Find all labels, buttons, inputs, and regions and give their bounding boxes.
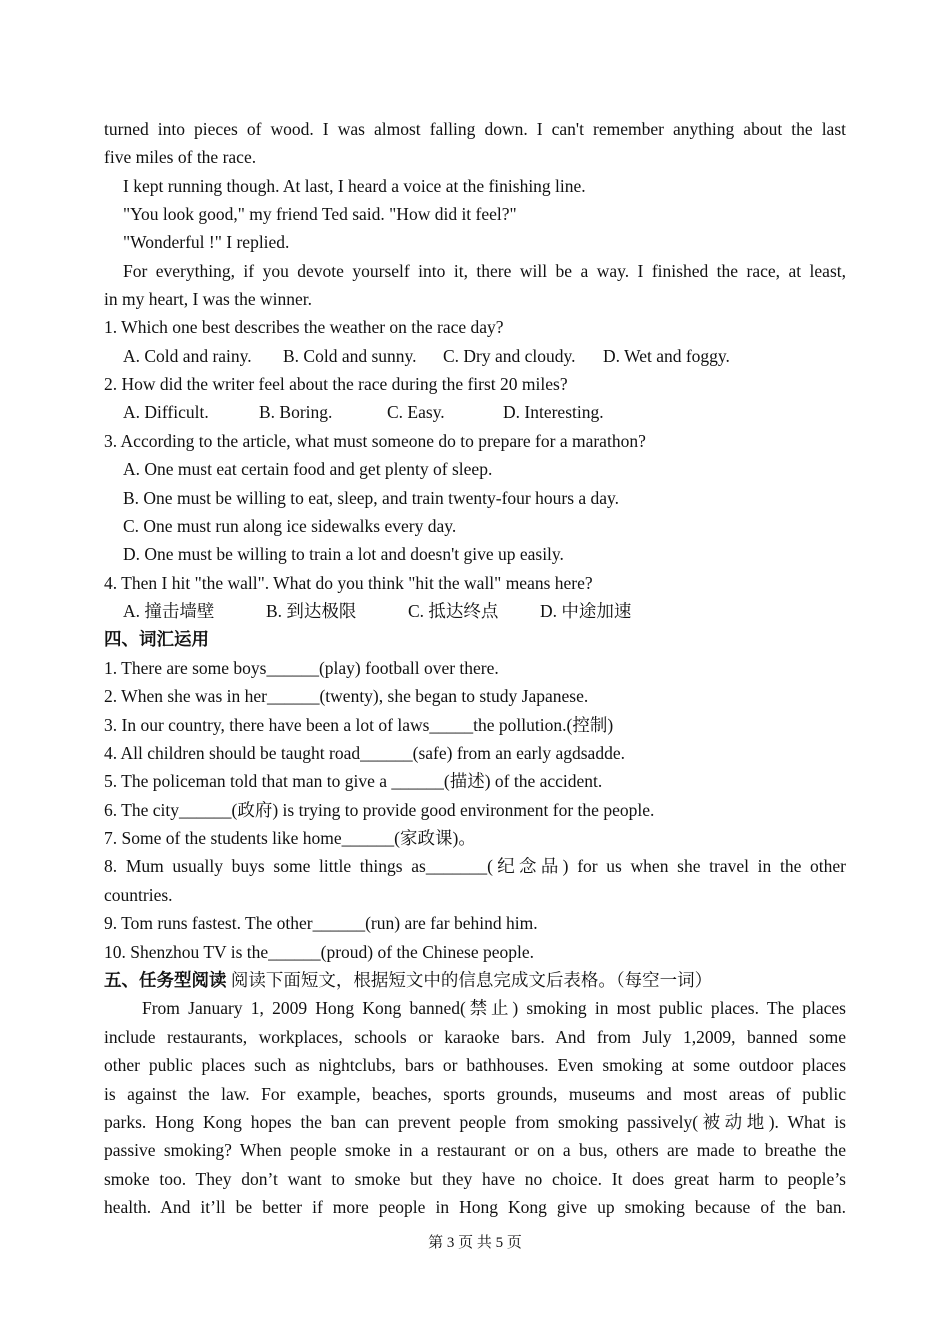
exercise-item: 6. The city______(政府) is trying to provide good environment for the people. [104, 800, 655, 820]
reading-line: passive smoking? When people smoke in a restaurant or on a bus, others are made to breathe the [104, 1140, 846, 1160]
option-b: B. One must be willing to eat, sleep, and train twenty-four hours a day. [123, 488, 620, 508]
reading-line: health. And it’ll be better if more people in Hong Kong give up smoking because of the ban. [104, 1197, 846, 1217]
question-4: 4. Then I hit "the wall". What do you think "hit the wall" means here? [104, 573, 593, 593]
option-c: C. 抵达终点 [408, 601, 499, 621]
exercise-item: 8. Mum usually buys some little things as_______(纪念品) for us when she travel in the other [104, 856, 846, 876]
question-2-options [123, 402, 846, 422]
option-a: A. One must eat certain food and get plenty of sleep. [123, 459, 493, 479]
section-instruction: 阅读下面短文，根据短文中的信息完成文后表格。（每空一词） [226, 970, 713, 990]
passage-line: five miles of the race. [104, 147, 257, 167]
passage-line: I kept running though. At last, I heard a voice at the finishing line. [123, 176, 586, 196]
option-c: C. Easy. [387, 402, 445, 422]
question-1-options [123, 346, 846, 366]
exercise-item: 7. Some of the students like home______(家政课)。 [104, 828, 476, 848]
option-b: B. Cold and sunny. [283, 346, 417, 366]
question-3: 3. According to the article, what must someone do to prepare for a marathon? [104, 431, 646, 451]
option-a: A. 撞击墙壁 [123, 601, 215, 621]
exercise-item: 3. In our country, there have been a lot of laws_____the pollution.(控制) [104, 715, 614, 735]
option-d: D. Wet and foggy. [603, 346, 730, 366]
page-footer: 第 3 页 共 5 页 [428, 1235, 522, 1251]
option-d: D. One must be willing to train a lot and doesn't give up easily. [123, 544, 564, 564]
exercise-item: 9. Tom runs fastest. The other______(run) are far behind him. [104, 913, 538, 933]
reading-line: smoke too. They don’t want to smoke but they have no choice. It does great harm to people’s [104, 1169, 846, 1189]
option-c: C. Dry and cloudy. [443, 346, 576, 366]
option-c: C. One must run along ice sidewalks every day. [123, 516, 457, 536]
question-1: 1. Which one best describes the weather on the race day? [104, 317, 504, 337]
section-heading-vocabulary: 四、词汇运用 [104, 629, 209, 649]
reading-line: other public places such as nightclubs, bars or bathhouses. Even smoking at some outdoor places [104, 1055, 846, 1075]
exercise-item: 4. All children should be taught road______(safe) from an early agdsadde. [104, 743, 625, 763]
exercise-item: 2. When she was in her______(twenty), she began to study Japanese. [104, 686, 589, 706]
option-d: D. 中途加速 [540, 601, 632, 621]
question-4-options [123, 601, 846, 621]
reading-line: include restaurants, workplaces, schools or karaoke bars. And from July 1,2009, banned some [104, 1027, 846, 1047]
option-b: B. 到达极限 [266, 601, 357, 621]
section-heading-task-reading [104, 970, 846, 990]
reading-line: parks. Hong Kong hopes the ban can prevent people from smoking passively(被动地). What is [104, 1112, 846, 1132]
passage-line: in my heart, I was the winner. [104, 289, 313, 309]
option-b: B. Boring. [259, 402, 333, 422]
exercise-item: 5. The policeman told that man to give a ______(描述) of the accident. [104, 771, 603, 791]
option-a: A. Cold and rainy. [123, 346, 252, 366]
reading-line: From January 1, 2009 Hong Kong banned(禁止) smoking in most public places. The places [142, 998, 846, 1018]
exercise-item-continued: countries. [104, 885, 173, 905]
passage-line: turned into pieces of wood. I was almost falling down. I can't remember anything about the last [104, 119, 846, 139]
reading-line: is against the law. For example, beaches, sports grounds, museums and most areas of public [104, 1084, 846, 1104]
passage-line: "You look good," my friend Ted said. "How did it feel?" [123, 204, 517, 224]
exercise-item: 10. Shenzhou TV is the______(proud) of the Chinese people. [104, 942, 534, 962]
option-d: D. Interesting. [503, 402, 604, 422]
section-title: 五、任务型阅读 [104, 970, 227, 990]
option-a: A. Difficult. [123, 402, 209, 422]
exercise-item: 1. There are some boys______(play) football over there. [104, 658, 499, 678]
passage-line: "Wonderful !" I replied. [123, 232, 290, 252]
passage-line: For everything, if you devote yourself into it, there will be a way. I finished the race, at least, [123, 261, 846, 281]
question-2: 2. How did the writer feel about the race during the first 20 miles? [104, 374, 568, 394]
